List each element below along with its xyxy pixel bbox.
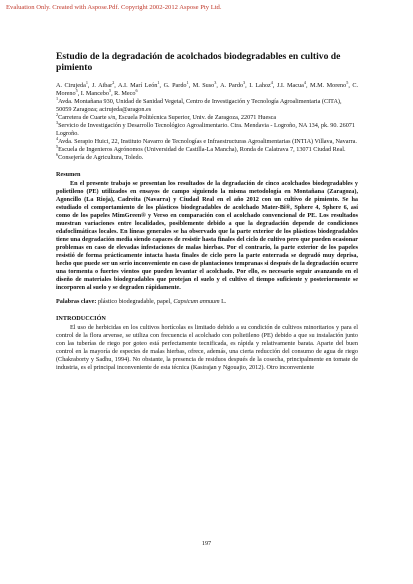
author-affiliation-mark: 1 bbox=[85, 79, 88, 85]
intro-text: El uso de herbicidas en los cultivos hortícolas es limitado debido a su condición de cultivos minoritarios y para el control de la flora arvense, se utiliza con frecuencia el acolchado con polietileno (PE) debido a que su instalación junto con las tuberías de riego por goteo está perfectamente tecnificada, es rápida y relativamente barata. Aparte del buen control en la mayoría de especies de malas hierbas, ofrece, además, una cierta reducción del consumo de agua de riego (Chakraborty y Sadhu, 1994). No obstante, la presencia de residuos después de la cosecha, principalmente en tomate de industria, es el principal inconveniente de esta técnica (Kasirajan y Ngouajio, 2012). Otro inconveniente bbox=[56, 324, 358, 371]
author-name: J. Aibar$^2$ bbox=[91, 79, 115, 89]
author-affiliation-mark: 5 bbox=[75, 87, 78, 93]
page-number: 197 bbox=[201, 540, 212, 547]
author-affiliation-mark: 2 bbox=[112, 79, 115, 85]
affiliation-item: $^3$Servicio de Investigación y Desarrollo Tecnológico Agroalimentario. Ctra. Mendavia - Logroño, NA 134, pk. 90. 26071 Logroño. bbox=[56, 119, 355, 137]
keywords-label: Palabras clave bbox=[56, 298, 95, 305]
intro-heading: INTRODUCCIÓN bbox=[56, 315, 106, 322]
author-name: J.I. Macua$^4$ bbox=[276, 79, 306, 89]
author-name: M.M. Moreno$^5$ bbox=[310, 79, 349, 89]
author-name: R. Meco$^6$ bbox=[114, 87, 138, 97]
author-affiliation-mark: 1 bbox=[186, 79, 189, 85]
affiliation-list bbox=[56, 95, 358, 162]
keywords-species: Capsicum annuum bbox=[173, 298, 220, 305]
author-name: I. Lahoz$^4$ bbox=[249, 79, 273, 89]
author-name: M. Suso$^3$ bbox=[192, 79, 217, 89]
affiliation-item: $^2$Carretera de Cuarte s/n, Escuela Politécnica Superior, Univ. de Zaragoza, 22071 Huesca bbox=[56, 111, 277, 121]
evaluation-watermark: Evaluation Only. Created with Aspose.Pdf. Copyright 2002-2012 Aspose Pty Ltd. bbox=[6, 4, 222, 11]
author-name: I. Mancebo$^5$ bbox=[80, 87, 112, 97]
author-affiliation-mark: 3 bbox=[243, 79, 246, 85]
keywords-text: plástico biodegradable, papel, bbox=[97, 298, 174, 305]
resumen-text: En el presente trabajo se presentan los resultados de la degradación de cinco acolchados biodegradables y polietileno (PE) utilizados en ensayos de campo siguiendo la misma metodología en Montañana (Zaragoza), Agoncillo (La Rioja), Cadreita (Navarra) y Ciudad Real en el año 2012 con un cultivo de pimiento. Se ha estudiado el comportamiento de los plásticos biodegradables de acolchado Mater-Bi®, Sphere 4, Sphere 6, así como de los papeles MimGreen® y Verso en comparación con el acolchado convencional de PE. Los resultados muestran variaciones entre localidades, posiblemente debido a que la degradación depende de condiciones edafoclimáticas locales. En líneas generales se ha observado que la parte exterior de los plásticos biodegradables tiene una degradación media siendo capaces de resistir hasta finales del ciclo de cultivo pero que pueden ocasionar problemas en caso de elevadas infestaciones de malas hierbas. Por el contrario, la parte exterior de los papeles resistió de forma prácticamente intacta hasta finales de ciclo pero la parte enterrada se degradó muy deprisa, hecho que puede ser un serio inconveniente en caso de plantaciones tempranas si después de la degradación ocurre una tormenta o fuertes vientos que pueden levantar el acolchado. Por ello, es necesario seguir avanzando en el diseño de materiales biodegradables que protejan el suelo y el cultivo el tiempo suficiente y posteriormente se incorporen al suelo y se degraden rápidamente. bbox=[56, 180, 358, 291]
affiliation-item: $^6$Consejería de Agricultura, Toledo. bbox=[56, 151, 144, 161]
author-affiliation-mark: 4 bbox=[303, 79, 306, 85]
author-affiliation-mark: 6 bbox=[135, 87, 138, 93]
affiliation-item: $^1$Avda. Montañana 930, Unidad de Sanidad Vegetal, Centro de Investigación y Tecnología Agroalimentaria (CITA), 50059 Zaragoza; acirujeda@aragon.es bbox=[56, 95, 342, 113]
author-name: C. Moreno$^5$ bbox=[56, 82, 359, 97]
author-name: A. Pardo$^3$ bbox=[220, 79, 246, 89]
author-affiliation-mark: 3 bbox=[214, 79, 217, 85]
author-affiliation-mark: 5 bbox=[108, 87, 112, 93]
author-affiliation-mark: 1 bbox=[157, 79, 160, 85]
affiliation-item: $^5$Escuela de Ingenieros Agrónomos (Universidad de Castilla-La Mancha), Ronda de Calatrava 7, 13071 Ciudad Real. bbox=[56, 143, 346, 153]
keywords-end: L. bbox=[219, 298, 227, 305]
author-affiliation-mark: 5 bbox=[346, 79, 349, 85]
paper-page bbox=[56, 52, 358, 372]
author-affiliation-mark: 4 bbox=[270, 79, 273, 85]
affiliation-item: $^4$Avda. Serapio Huici, 22, Instituto Navarro de Tecnologías e Infraestructuras Agroalimentarias (INTIA) Villava, Navarra. bbox=[56, 135, 357, 145]
author-name: A.I. Marí León$^1$ bbox=[118, 79, 160, 89]
paper-title: Estudio de la degradación de acolchados biodegradables en cultivo de pimiento bbox=[56, 51, 341, 73]
author-name: G. Pardo$^1$ bbox=[163, 79, 189, 89]
author-name: A. Cirujeda$^1$ bbox=[56, 79, 88, 89]
resumen-heading: Resumen bbox=[56, 171, 81, 178]
author-list: A. Cirujeda$^1$, J. Aibar$^2$, A.I. Marí León$^1$, G. Pardo$^1$, M. Suso$^3$, A. Pardo$^3$, I. Lahoz$^4$, J.I. Macua$^4$, M.M. Moreno$^5$, C. Moreno$^5$, I. Mancebo$^5$, R. Meco$^6$ bbox=[56, 79, 359, 97]
keywords-line: Palabras clave: plástico biodegradable, papel, Capsicum annuum L. bbox=[56, 298, 227, 305]
